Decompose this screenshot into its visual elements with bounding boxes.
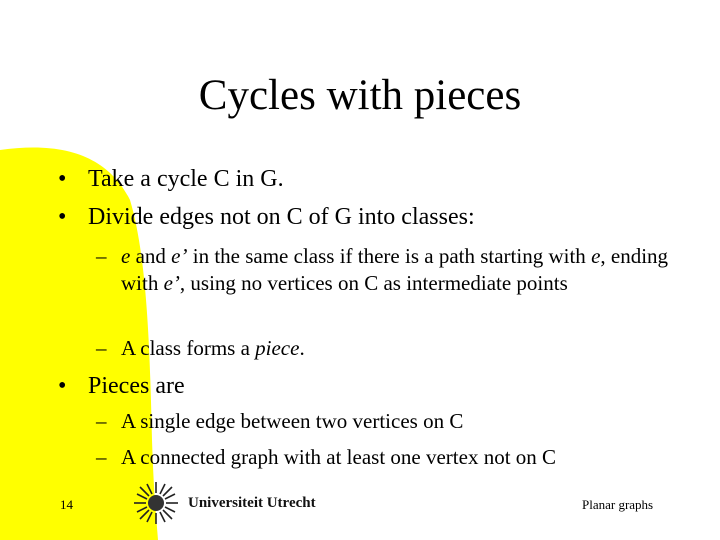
piece-term: piece [255,336,300,360]
text-run: , ending with [121,244,669,295]
logo-text: Universiteit Utrecht [188,495,316,511]
bullet-text: Divide edges not on C of G into classes: [88,204,475,230]
bullet-text: Take a cycle C in G. [88,166,284,192]
text-run: in the same class if there is a path starting with [187,244,586,268]
dash-mark: – [96,244,107,268]
page-number: 14 [60,497,73,512]
sub-bullet-text [121,335,681,362]
sub-bullet-text: A single edge between two vertices on C [121,409,464,433]
sub-bullet-text: A connected graph with at least one vertex not on C [121,445,557,469]
bullet-mark: • [58,373,67,399]
bullet-text: Pieces are [88,373,185,399]
text-run: . [299,336,305,360]
edge-e-prime: e’ [163,271,180,295]
bullet-mark: • [58,166,67,192]
bullet-mark: • [58,204,67,230]
slide-title: Cycles with pieces [198,72,522,119]
dash-mark: – [96,409,107,433]
text-run: , using no vertices on C as intermediate points [179,271,568,295]
sun-emblem-icon [130,480,182,526]
university-logo [130,480,340,526]
text-run: A class forms a [121,336,256,360]
text-run: and [130,244,172,268]
edge-e-prime: e’ [171,244,188,268]
dash-mark: – [96,445,107,469]
edge-e: e [591,244,601,268]
dash-mark: – [96,336,107,360]
edge-e: e [121,244,131,268]
sub-bullet-text [121,243,681,297]
footer-course-title: Planar graphs [582,497,654,512]
